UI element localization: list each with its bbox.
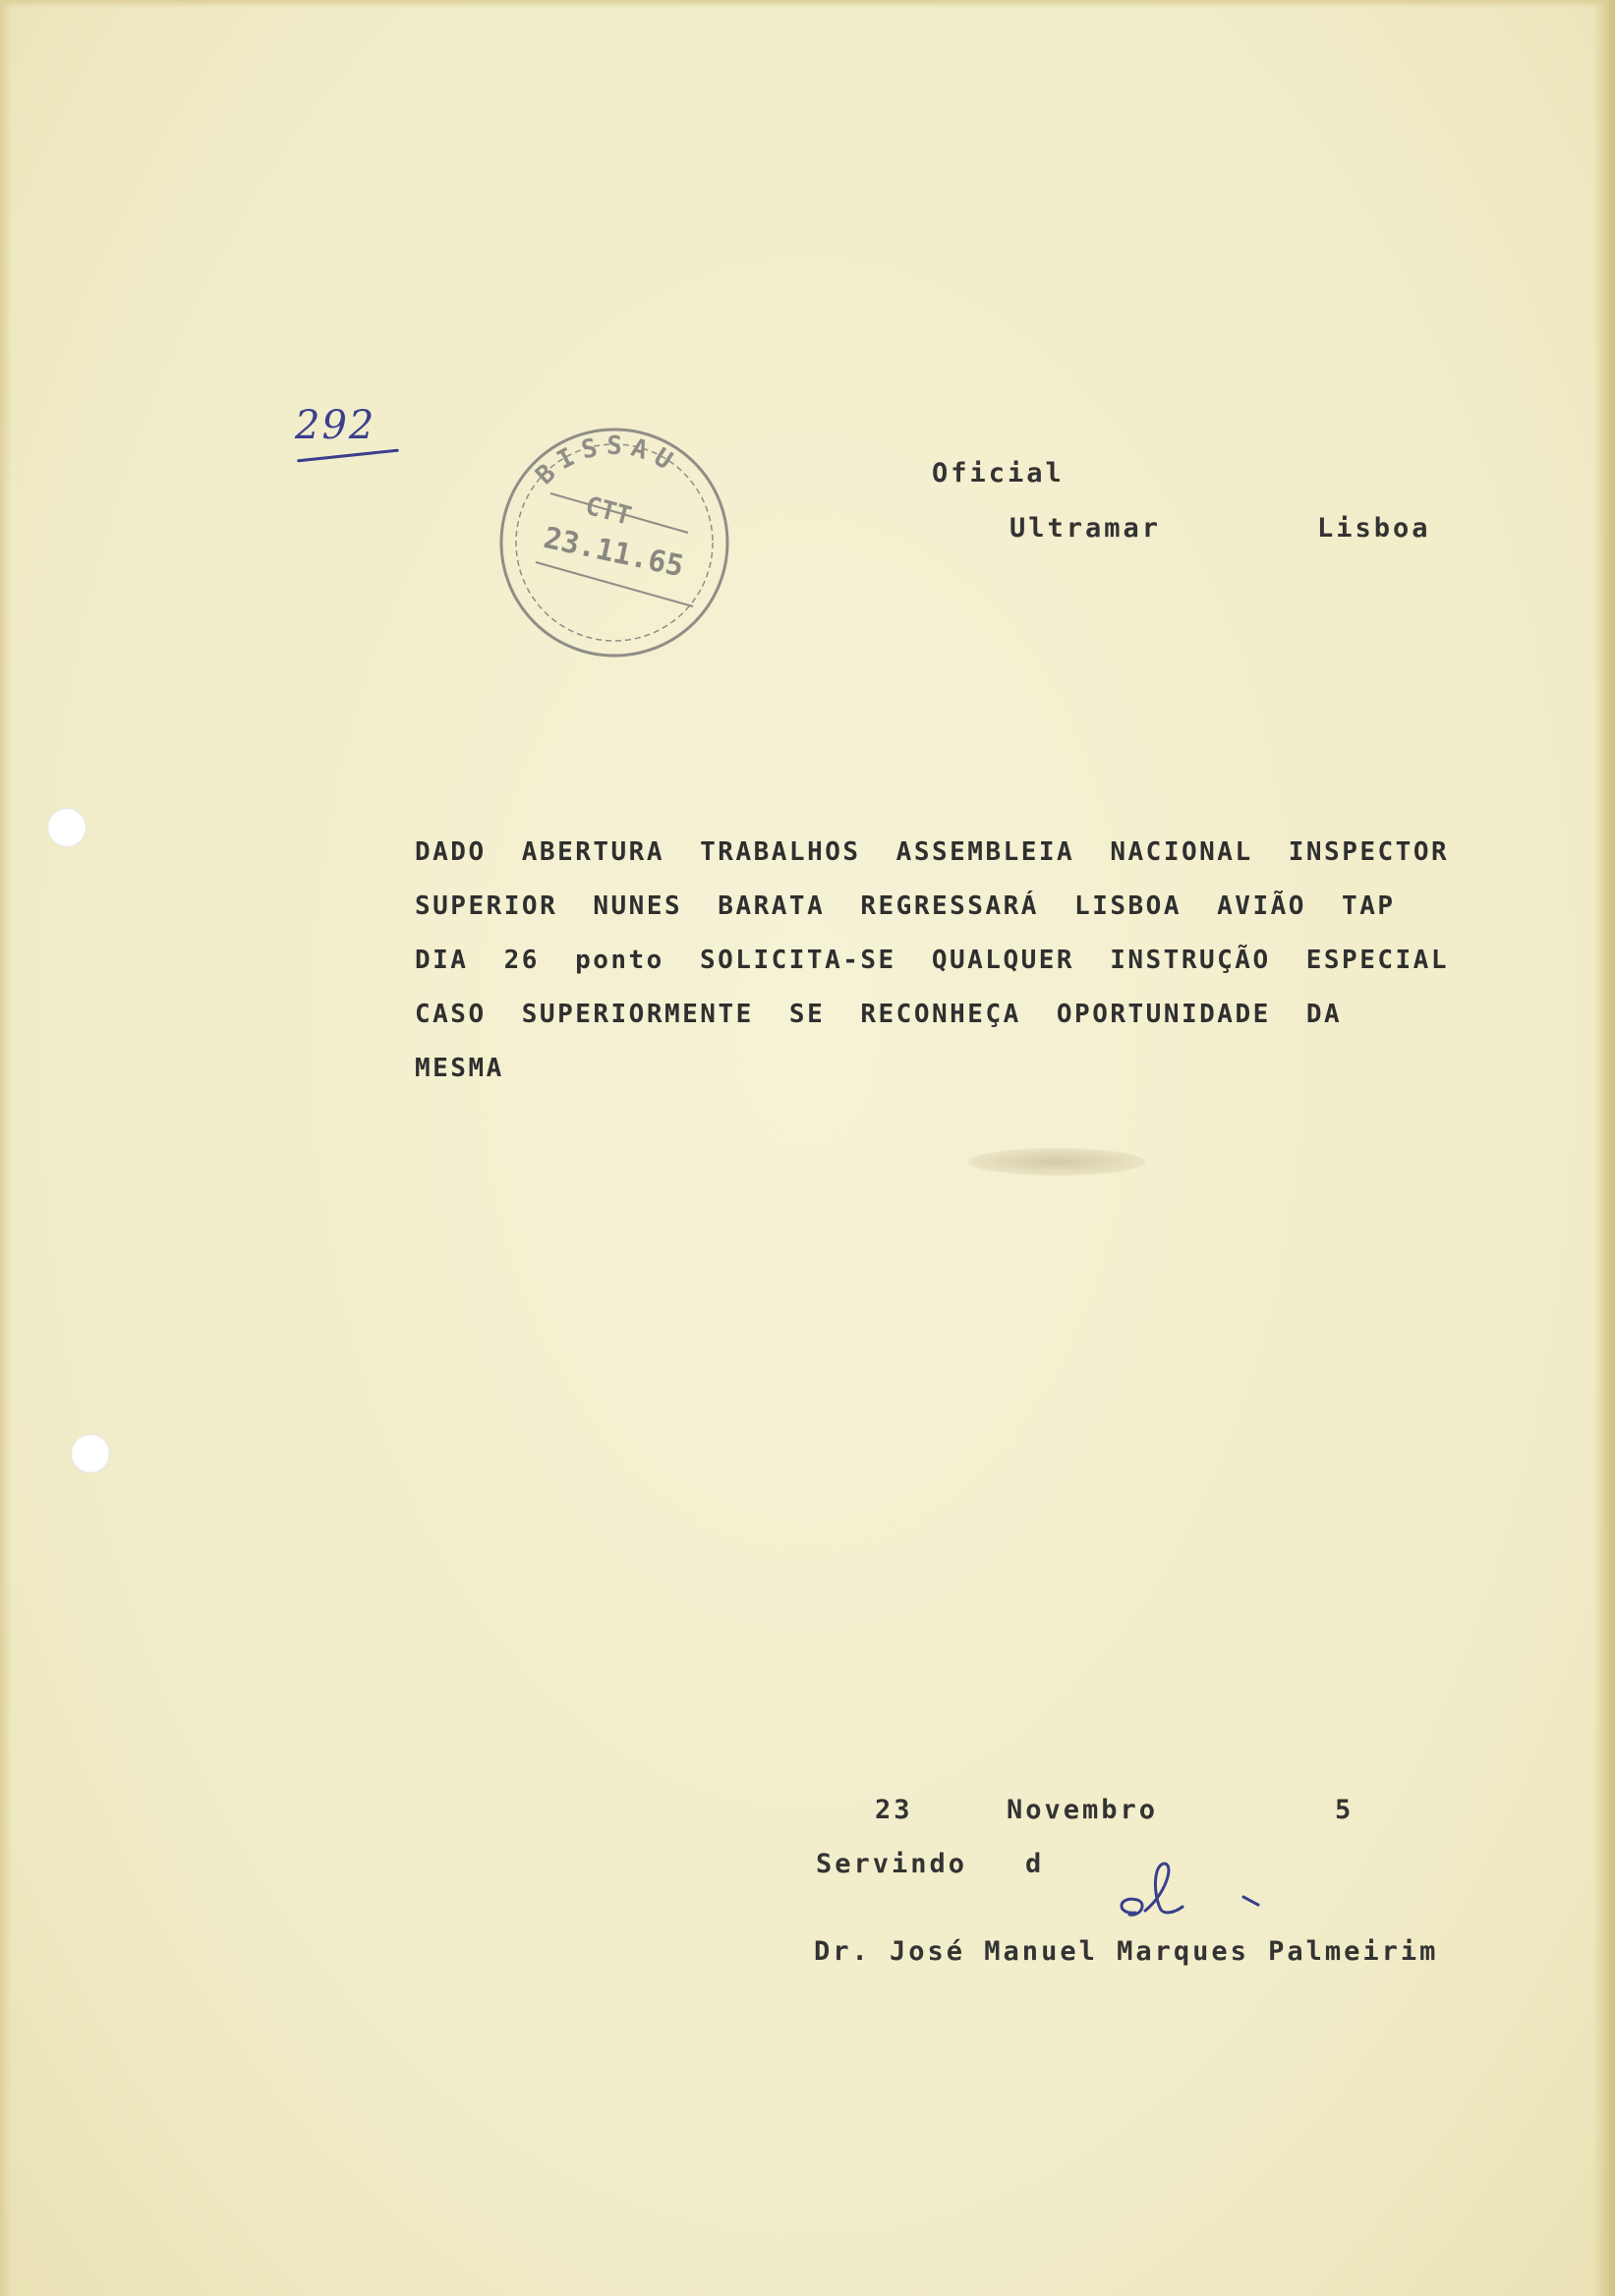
punch-hole-lower bbox=[71, 1434, 110, 1473]
header-lisboa: Lisboa bbox=[1317, 513, 1431, 544]
date-year: 5 bbox=[1335, 1795, 1355, 1825]
body-line: MESMA bbox=[415, 1054, 504, 1083]
servindo-letter: d bbox=[1025, 1849, 1045, 1879]
telegram-body bbox=[415, 837, 1535, 1108]
paper-smudge bbox=[968, 1148, 1145, 1176]
body-line: DADO ABERTURA TRABALHOS ASSEMBLEIA NACIONAL INSPECTOR bbox=[415, 837, 1450, 867]
servindo-word: Servindo bbox=[816, 1849, 968, 1879]
date-day: 23 bbox=[875, 1795, 913, 1825]
paper-edge-right bbox=[1593, 0, 1615, 2296]
postmark-office: CTT bbox=[582, 490, 635, 532]
postmark-stamp bbox=[491, 425, 737, 660]
signatory-name: Dr. José Manuel Marques Palmeirim bbox=[814, 1936, 1439, 1967]
header-ultramar: Ultramar bbox=[1009, 513, 1162, 544]
punch-hole-upper bbox=[47, 808, 87, 847]
header-oficial: Oficial bbox=[932, 458, 1065, 488]
body-line: DIA 26 ponto SOLICITA-SE QUALQUER INSTRUÇÃO ESPECIAL bbox=[415, 946, 1449, 975]
paper-edge-top bbox=[0, 0, 1615, 8]
body-line: SUPERIOR NUNES BARATA REGRESSARÁ LISBOA AVIÃO TAP bbox=[415, 891, 1396, 921]
handwritten-reference-number: 292 bbox=[295, 403, 376, 448]
paper-edge-left bbox=[0, 0, 12, 2296]
postmark-place: BISSAU bbox=[530, 430, 684, 491]
handwritten-signature bbox=[1106, 1856, 1283, 1934]
date-month: Novembro bbox=[1007, 1795, 1159, 1825]
postmark-date: 23.11.65 bbox=[540, 520, 687, 585]
body-line: CASO SUPERIORMENTE SE RECONHEÇA OPORTUNIDADE DA bbox=[415, 1000, 1343, 1029]
